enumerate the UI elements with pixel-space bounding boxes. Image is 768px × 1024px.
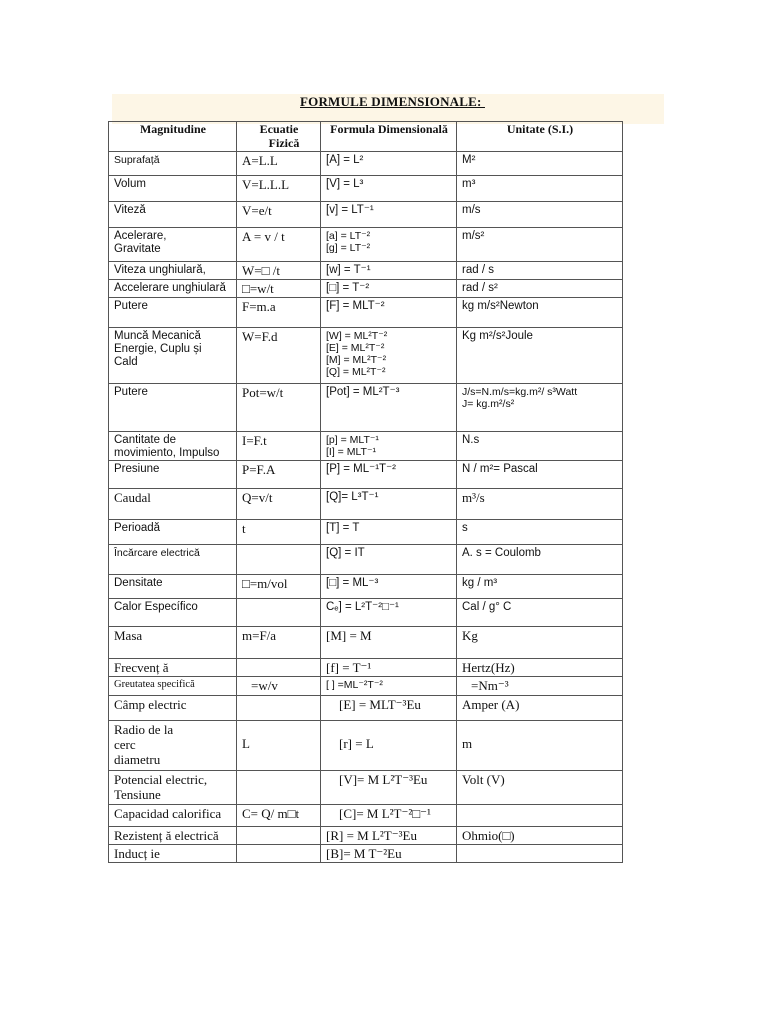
- formula-cell: [C]= M L²T⁻²□⁻¹: [321, 805, 457, 827]
- magnitude-cell: Capacidad calorifica: [109, 805, 237, 827]
- formula-cell: [A] = L²: [321, 152, 457, 176]
- magnitude-cell: Putere: [109, 383, 237, 431]
- table-row: [109, 545, 623, 575]
- unit-cell: rad / s: [457, 262, 623, 280]
- formula-cell: [F] = MLT⁻²: [321, 297, 457, 327]
- magnitude-cell: Greutatea specifică: [109, 677, 237, 696]
- formula-cell: [w] = T⁻¹: [321, 262, 457, 280]
- unit-cell: Kg m²/s²Joule: [457, 327, 623, 383]
- unit-cell: Hertz(Hz): [457, 659, 623, 677]
- formula-cell: [V] = L³: [321, 176, 457, 202]
- formula-cell: [r] = L: [321, 721, 457, 771]
- unit-cell: =Nm⁻³: [457, 677, 623, 696]
- equation-cell: W=□ /t: [237, 262, 321, 280]
- unit-cell: kg m/s²Newton: [457, 297, 623, 327]
- table-row: [109, 279, 623, 297]
- equation-cell: V=e/t: [237, 202, 321, 228]
- header-magnitude: Magnitudine: [109, 122, 237, 152]
- equation-cell: A=L.L: [237, 152, 321, 176]
- formula-cell: [Q] = IT: [321, 545, 457, 575]
- equation-cell: m=F/a: [237, 627, 321, 659]
- formula-cell: [B]= M T⁻²Eu: [321, 845, 457, 863]
- unit-cell: N.s: [457, 431, 623, 460]
- equation-cell: [237, 845, 321, 863]
- table-row: [109, 202, 623, 228]
- unit-cell: Amper (A): [457, 696, 623, 721]
- table-row: [109, 627, 623, 659]
- formula-cell: [R] = M L²T⁻³Eu: [321, 827, 457, 845]
- magnitude-cell: Caudal: [109, 489, 237, 520]
- header-equation-line1: Ecuatie: [259, 122, 299, 136]
- equation-cell: =w/v: [237, 677, 321, 696]
- formula-cell: Cₑ] = L²T⁻²□⁻¹: [321, 599, 457, 627]
- equation-cell: Pot=w/t: [237, 383, 321, 431]
- table-row: [109, 771, 623, 805]
- magnitude-cell: Accelerare unghiulară: [109, 279, 237, 297]
- unit-cell: m³/s: [457, 489, 623, 520]
- magnitude-cell: Frecvenț ă: [109, 659, 237, 677]
- equation-cell: C= Q/ m□t: [237, 805, 321, 827]
- table-row: [109, 659, 623, 677]
- equation-cell: L: [237, 721, 321, 771]
- formula-cell: [□] = T⁻²: [321, 279, 457, 297]
- table-row: [109, 297, 623, 327]
- table-row: [109, 152, 623, 176]
- equation-cell: □=w/t: [237, 279, 321, 297]
- magnitude-cell: Inducț ie: [109, 845, 237, 863]
- magnitude-cell: Acelerare, Gravitate: [109, 228, 237, 262]
- equation-cell: W=F.d: [237, 327, 321, 383]
- equation-cell: [237, 545, 321, 575]
- formula-cell: [f] = T⁻¹: [321, 659, 457, 677]
- unit-cell: [457, 805, 623, 827]
- unit-cell: M²: [457, 152, 623, 176]
- unit-cell: Ohmio(□): [457, 827, 623, 845]
- unit-cell: m: [457, 721, 623, 771]
- magnitude-cell: Viteza unghiulară,: [109, 262, 237, 280]
- equation-cell: □=m/vol: [237, 575, 321, 599]
- unit-cell: m³: [457, 176, 623, 202]
- formula-cell: [p] = MLT⁻¹ [I] = MLT⁻¹: [321, 431, 457, 460]
- equation-cell: [237, 827, 321, 845]
- unit-cell: s: [457, 520, 623, 545]
- dimensional-formulas-table: [108, 121, 623, 863]
- unit-cell: N / m²= Pascal: [457, 461, 623, 489]
- table-row: [109, 176, 623, 202]
- header-equation-line2: Fizică: [268, 135, 300, 150]
- table-row: [109, 489, 623, 520]
- magnitude-cell: Presiune: [109, 461, 237, 489]
- magnitude-cell: Viteză: [109, 202, 237, 228]
- table-row: [109, 805, 623, 827]
- magnitude-cell: Volum: [109, 176, 237, 202]
- unit-cell: m/s²: [457, 228, 623, 262]
- magnitude-cell: Cantitate de movimiento, Impulso: [109, 431, 237, 460]
- table-row: [109, 327, 623, 383]
- magnitude-cell: Potencial electric, Tensiune: [109, 771, 237, 805]
- unit-cell: Kg: [457, 627, 623, 659]
- unit-cell: rad / s²: [457, 279, 623, 297]
- formula-cell: [W] = ML²T⁻² [E] = ML²T⁻² [M] = ML²T⁻² [Q] = ML²T⁻²: [321, 327, 457, 383]
- formula-cell: [a] = LT⁻² [g] = LT⁻²: [321, 228, 457, 262]
- equation-cell: t: [237, 520, 321, 545]
- formula-cell: [Pot] = ML²T⁻³: [321, 383, 457, 431]
- equation-cell: V=L.L.L: [237, 176, 321, 202]
- equation-cell: F=m.a: [237, 297, 321, 327]
- unit-cell: A. s = Coulomb: [457, 545, 623, 575]
- table-row: [109, 721, 623, 771]
- equation-cell: [237, 599, 321, 627]
- table-row: [109, 599, 623, 627]
- magnitude-cell: Masa: [109, 627, 237, 659]
- header-equation: [237, 122, 321, 152]
- equation-cell: P=F.A: [237, 461, 321, 489]
- formula-cell: [□] = ML⁻³: [321, 575, 457, 599]
- table-row: [109, 827, 623, 845]
- unit-cell: Cal / g° C: [457, 599, 623, 627]
- equation-cell: [237, 771, 321, 805]
- formula-cell: [M] = M: [321, 627, 457, 659]
- table-row: [109, 575, 623, 599]
- formula-cell: [E] = MLT⁻³Eu: [321, 696, 457, 721]
- table-row: [109, 262, 623, 280]
- formula-cell: [v] = LT⁻¹: [321, 202, 457, 228]
- formula-cell: [V]= M L²T⁻³Eu: [321, 771, 457, 805]
- unit-cell: J/s=N.m/s=kg.m²/ s³Watt J= kg.m²/s²: [457, 383, 623, 431]
- table-row: [109, 696, 623, 721]
- equation-cell: I=F.t: [237, 431, 321, 460]
- equation-cell: A = v / t: [237, 228, 321, 262]
- magnitude-cell: Perioadă: [109, 520, 237, 545]
- table-row: [109, 383, 623, 431]
- magnitude-cell: Densitate: [109, 575, 237, 599]
- formula-cell: [ ] =ML⁻²T⁻²: [321, 677, 457, 696]
- equation-cell: [237, 696, 321, 721]
- table-row: [109, 520, 623, 545]
- header-unit: Unitate (S.I.): [457, 122, 623, 152]
- table-header-row: [109, 122, 623, 152]
- table-row: [109, 228, 623, 262]
- unit-cell: [457, 845, 623, 863]
- magnitude-cell: Radio de la cerc diametru: [109, 721, 237, 771]
- magnitude-cell: Muncă Mecanică Energie, Cuplu și Cald: [109, 327, 237, 383]
- formula-cell: [P] = ML⁻¹T⁻²: [321, 461, 457, 489]
- header-formula: Formula Dimensională: [321, 122, 457, 152]
- magnitude-cell: Calor Específico: [109, 599, 237, 627]
- magnitude-cell: Încărcare electrică: [109, 545, 237, 575]
- table-row: [109, 677, 623, 696]
- formula-cell: [Q]= L³T⁻¹: [321, 489, 457, 520]
- magnitude-cell: Rezistenț ă electrică: [109, 827, 237, 845]
- table-row: [109, 431, 623, 460]
- magnitude-cell: Suprafață: [109, 152, 237, 176]
- equation-cell: [237, 659, 321, 677]
- document-title: FORMULE DIMENSIONALE:: [300, 94, 485, 109]
- magnitude-cell: Putere: [109, 297, 237, 327]
- table-row: [109, 845, 623, 863]
- unit-cell: m/s: [457, 202, 623, 228]
- equation-cell: Q=v/t: [237, 489, 321, 520]
- unit-cell: kg / m³: [457, 575, 623, 599]
- magnitude-cell: Câmp electric: [109, 696, 237, 721]
- unit-cell: Volt (V): [457, 771, 623, 805]
- table-row: [109, 461, 623, 489]
- formula-cell: [T] = T: [321, 520, 457, 545]
